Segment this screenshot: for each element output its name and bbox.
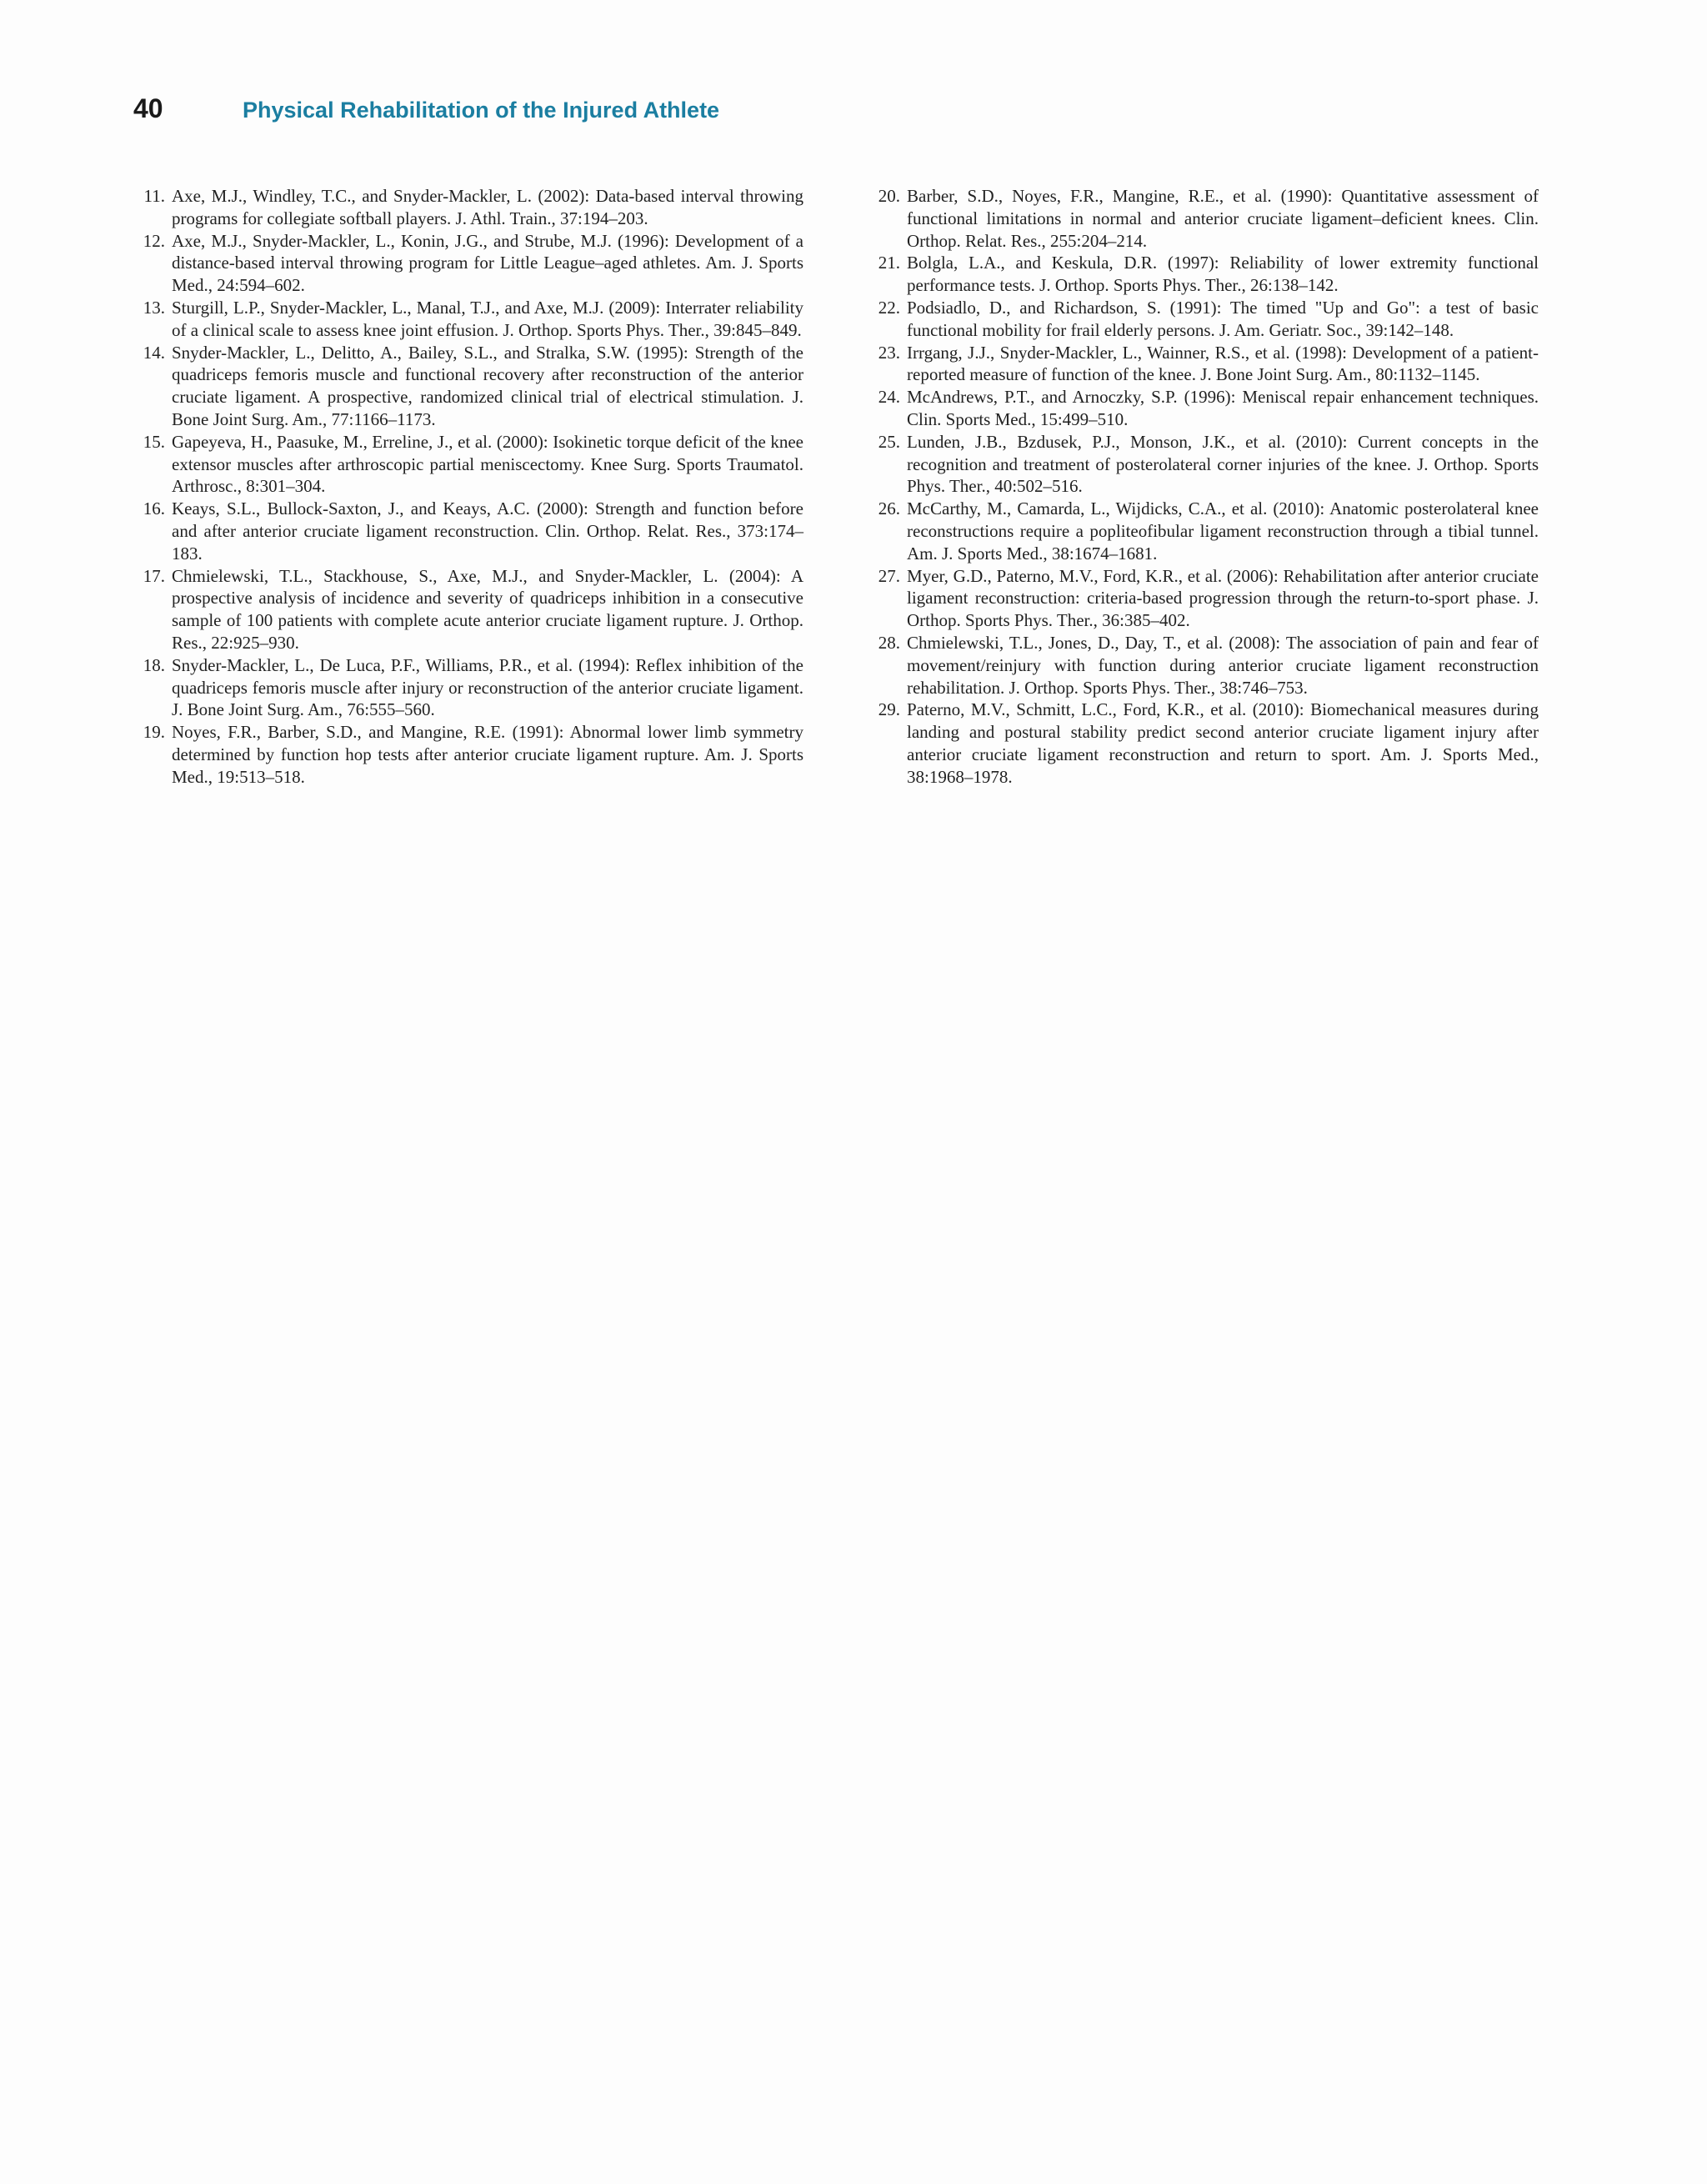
reference-item (133, 297, 803, 342)
reference-number: 27. (878, 565, 900, 586)
reference-number: 28. (878, 632, 900, 653)
reference-text: Noyes, F.R., Barber, S.D., and Mangine, R.E. (1991): Abnormal lower limb symmetry determined by function hop tests after anterior cruciate ligament rupture. Am. J. Sports Med., 19:513–518. (172, 722, 803, 787)
reference-item (869, 386, 1539, 431)
reference-number: 19. (143, 722, 165, 743)
reference-text: Paterno, M.V., Schmitt, L.C., Ford, K.R., et al. (2010): Biomechanical measures during landing and postural stability predict second anterior cruciate ligament injury after anterior cruciate ligament reconstruction and return to sport. Am. J. Sports Med., 38:1968–1978. (907, 699, 1539, 787)
reference-item (869, 565, 1539, 632)
reference-number: 26. (878, 498, 900, 519)
reference-item (869, 498, 1539, 564)
reference-number: 23. (878, 342, 900, 363)
reference-item (133, 431, 803, 498)
reference-number: 18. (143, 654, 165, 675)
reference-number: 13. (143, 297, 165, 318)
reference-number: 24. (878, 387, 900, 408)
page-number: 40 (133, 93, 163, 123)
reference-item (133, 230, 803, 297)
reference-text: Snyder-Mackler, L., De Luca, P.F., Williams, P.R., et al. (1994): Reflex inhibition of the quadriceps femoris muscle after injury or reconstruction of the anterior cruciate ligament. J. Bone Joint Surg. Am., 76:555–560. (172, 654, 803, 720)
reference-item (133, 342, 803, 431)
reference-number: 25. (878, 431, 900, 452)
reference-number: 16. (143, 498, 165, 519)
reference-text: Axe, M.J., Snyder-Mackler, L., Konin, J.G., and Strube, M.J. (1996): Development of a distance-based interval throwing program for Little League–aged athletes. Am. J. Sports Med., 24:594–602. (172, 230, 803, 296)
reference-item (869, 632, 1539, 699)
reference-item (869, 252, 1539, 297)
reference-number: 15. (143, 431, 165, 452)
reference-number: 17. (143, 565, 165, 586)
reference-number: 20. (878, 186, 900, 206)
reference-number: 29. (878, 699, 900, 720)
reference-item (133, 498, 803, 564)
reference-text: Bolgla, L.A., and Keskula, D.R. (1997): Reliability of lower extremity functional performance tests. J. Orthop. Sports Phys. Ther., 26:138–142. (907, 253, 1539, 296)
references-right-column (869, 185, 1539, 789)
reference-text: Lunden, J.B., Bzdusek, P.J., Monson, J.K., et al. (2010): Current concepts in the recognition and treatment of posterolateral corner injuries of the knee. J. Orthop. Sports Phys. Ther., 40:502–516. (907, 431, 1539, 497)
reference-item (133, 654, 803, 721)
reference-list-left (133, 185, 803, 789)
running-title: Physical Rehabilitation of the Injured Athlete (243, 98, 720, 123)
reference-number: 21. (878, 253, 900, 273)
reference-text: Keays, S.L., Bullock-Saxton, J., and Keays, A.C. (2000): Strength and function before and after anterior cruciate ligament reconstruction. Clin. Orthop. Relat. Res., 373:174–183. (172, 498, 803, 564)
reference-item (869, 699, 1539, 788)
reference-item (869, 297, 1539, 342)
page-header (133, 93, 719, 127)
reference-text: McAndrews, P.T., and Arnoczky, S.P. (1996): Meniscal repair enhancement techniques. Clin. Sports Med., 15:499–510. (907, 387, 1539, 429)
reference-item (133, 565, 803, 654)
reference-item (133, 721, 803, 788)
reference-text: Gapeyeva, H., Paasuke, M., Erreline, J., et al. (2000): Isokinetic torque deficit of the knee extensor muscles after arthroscopic partial meniscectomy. Knee Surg. Sports Traumatol. Arthrosc., 8:301–304. (172, 431, 803, 497)
reference-text: Sturgill, L.P., Snyder-Mackler, L., Manal, T.J., and Axe, M.J. (2009): Interrater reliability of a clinical scale to assess knee joint effusion. J. Orthop. Sports Phys. Ther., 39:845–849. (172, 297, 803, 340)
reference-item (133, 185, 803, 230)
reference-item (869, 185, 1539, 252)
reference-text: Barber, S.D., Noyes, F.R., Mangine, R.E., et al. (1990): Quantitative assessment of functional limitations in normal and anterior cruciate ligament–deficient knees. Clin. Orthop. Relat. Res., 255:204–214. (907, 186, 1539, 251)
reference-number: 12. (143, 230, 165, 251)
reference-text: Myer, G.D., Paterno, M.V., Ford, K.R., et al. (2006): Rehabilitation after anterior cruciate ligament reconstruction: criteria-based progression through the return-to-sport phase. J. Orthop. Sports Phys. Ther., 36:385–402. (907, 565, 1539, 631)
reference-number: 11. (143, 186, 165, 206)
reference-text: Chmielewski, T.L., Jones, D., Day, T., et al. (2008): The association of pain and fear of movement/reinjury with function during anterior cruciate ligament reconstruction rehabilitation. J. Orthop. Sports Phys. Ther., 38:746–753. (907, 632, 1539, 698)
references-left-column (133, 185, 803, 789)
reference-list-right (869, 185, 1539, 789)
reference-item (869, 431, 1539, 498)
reference-item (869, 342, 1539, 387)
reference-text: Irrgang, J.J., Snyder-Mackler, L., Wainner, R.S., et al. (1998): Development of a patient-reported measure of function of the knee. J. Bone Joint Surg. Am., 80:1132–1145. (907, 342, 1539, 385)
reference-text: Axe, M.J., Windley, T.C., and Snyder-Mackler, L. (2002): Data-based interval throwing programs for collegiate softball players. J. Athl. Train., 37:194–203. (172, 186, 803, 228)
reference-number: 14. (143, 342, 165, 363)
reference-text: Snyder-Mackler, L., Delitto, A., Bailey, S.L., and Stralka, S.W. (1995): Strength of the quadriceps femoris muscle and functional recovery after reconstruction of the anterior cruciate ligament. A prospective, randomized clinical trial of electrical stimulation. J. Bone Joint Surg. Am., 77:1166–1173. (172, 342, 803, 429)
reference-number: 22. (878, 297, 900, 318)
reference-text: McCarthy, M., Camarda, L., Wijdicks, C.A., et al. (2010): Anatomic posterolateral knee reconstructions require a popliteofibular ligament reconstruction through a tibial tunnel. Am. J. Sports Med., 38:1674–1681. (907, 498, 1539, 564)
reference-text: Podsiadlo, D., and Richardson, S. (1991): The timed "Up and Go": a test of basic functional mobility for frail elderly persons. J. Am. Geriatr. Soc., 39:142–148. (907, 297, 1539, 340)
reference-text: Chmielewski, T.L., Stackhouse, S., Axe, M.J., and Snyder-Mackler, L. (2004): A prospective analysis of incidence and severity of quadriceps inhibition in a consecutive sample of 100 patients with complete acute anterior cruciate ligament rupture. J. Orthop. Res., 22:925–930. (172, 565, 803, 653)
